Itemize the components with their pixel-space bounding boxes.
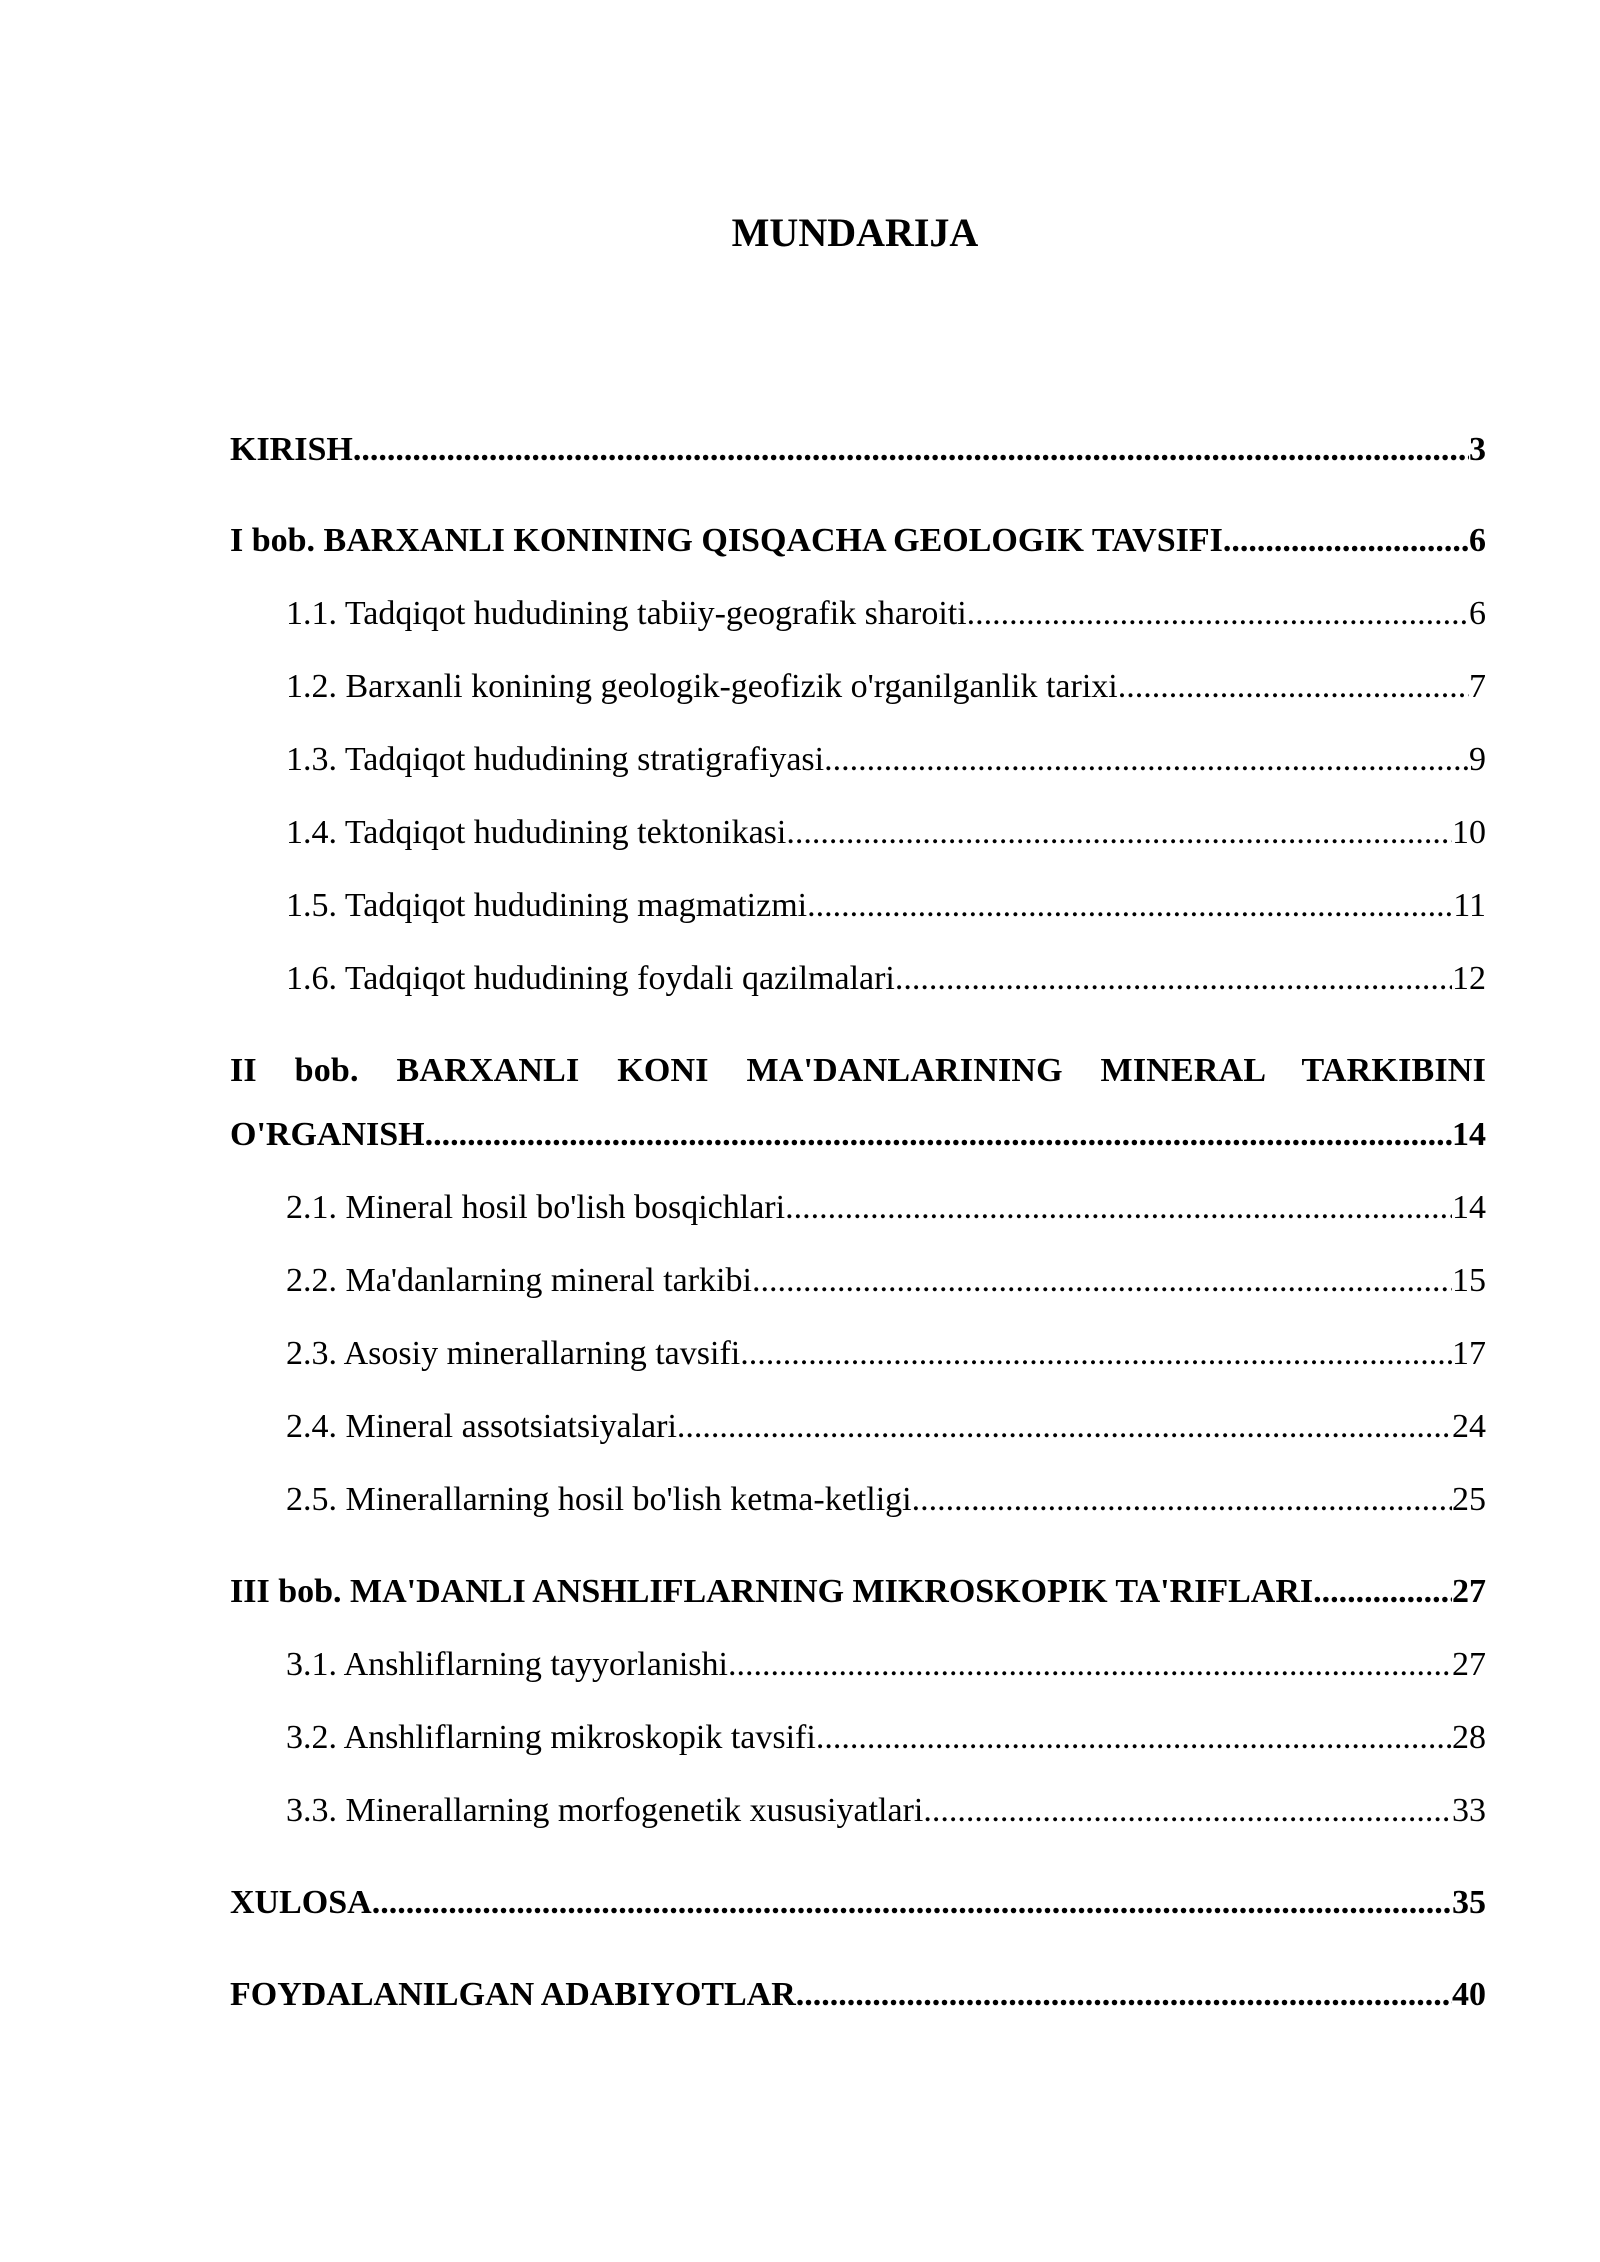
dot-leader	[353, 428, 1469, 472]
toc-label: FOYDALANILGAN ADABIYOTLAR	[230, 1976, 796, 2013]
toc-entry-chapter-3[interactable]	[230, 1570, 1486, 1614]
toc-label: 2.4. Mineral assotsiatsiyalari	[286, 1408, 677, 1445]
toc-entry-1-5[interactable]	[286, 884, 1486, 928]
toc-entry-3-3[interactable]	[286, 1789, 1486, 1833]
dot-leader	[728, 1643, 1452, 1687]
dot-leader	[923, 1789, 1452, 1833]
toc-entry-3-2[interactable]	[286, 1716, 1486, 1760]
dot-leader	[425, 1113, 1452, 1157]
page-title: MUNDARIJA	[731, 210, 979, 255]
dot-leader	[824, 738, 1469, 782]
dot-leader	[1313, 1570, 1452, 1614]
dot-leader	[752, 1259, 1452, 1303]
dot-leader	[677, 1405, 1452, 1449]
dot-leader	[372, 1881, 1452, 1925]
toc-page-number: 17	[1452, 1335, 1486, 1372]
toc-label: 2.3. Asosiy minerallarning tavsifi	[286, 1335, 741, 1372]
toc-entry-conclusion[interactable]	[230, 1881, 1486, 1925]
toc-entry-2-1[interactable]	[286, 1186, 1486, 1230]
toc-entry-chapter-2[interactable]	[230, 1113, 1486, 1157]
toc-entry-intro[interactable]	[230, 428, 1486, 472]
toc-label: KIRISH	[230, 431, 353, 468]
toc-label: 1.2. Barxanli konining geologik-geofizik o'rganilganlik tarixi	[286, 668, 1118, 705]
toc-page-number: 28	[1452, 1719, 1486, 1756]
toc-page-number: 15	[1452, 1262, 1486, 1299]
dot-leader	[912, 1478, 1452, 1522]
toc-label: 1.6. Tadqiqot hududining foydali qazilmalari	[286, 960, 895, 997]
toc-page-number: 25	[1452, 1481, 1486, 1518]
toc-page-number: 35	[1452, 1884, 1486, 1921]
toc-label: 1.1. Tadqiqot hududining tabiiy-geografik sharoiti	[286, 595, 967, 632]
toc-entry-2-3[interactable]	[286, 1332, 1486, 1376]
toc-entry-2-5[interactable]	[286, 1478, 1486, 1522]
toc-page-number: 3	[1469, 431, 1486, 468]
toc-entry-1-4[interactable]	[286, 811, 1486, 855]
toc-label: 1.4. Tadqiqot hududining tektonikasi	[286, 814, 787, 851]
dot-leader	[895, 957, 1452, 1001]
toc-label: 2.1. Mineral hosil bo'lish bosqichlari	[286, 1189, 786, 1226]
toc-label: 1.3. Tadqiqot hududining stratigrafiyasi	[286, 741, 825, 778]
dot-leader	[786, 811, 1452, 855]
dot-leader	[807, 884, 1453, 928]
toc-page-number: 6	[1469, 595, 1486, 632]
toc-label: 2.5. Minerallarning hosil bo'lish ketma-ketligi	[286, 1481, 912, 1518]
toc-page-number: 14	[1452, 1189, 1486, 1226]
toc-page-number: 33	[1452, 1792, 1486, 1829]
dot-leader	[740, 1332, 1452, 1376]
toc-entry-2-4[interactable]	[286, 1405, 1486, 1449]
toc-label: XULOSA	[230, 1884, 372, 1921]
toc-entry-1-6[interactable]	[286, 957, 1486, 1001]
toc-entry-1-2[interactable]	[286, 665, 1486, 709]
toc-page-number: 6	[1469, 522, 1486, 559]
toc-entry-chapter-1[interactable]	[230, 519, 1486, 563]
dot-leader	[967, 592, 1469, 636]
dot-leader	[785, 1186, 1452, 1230]
toc-page-number: 40	[1452, 1976, 1486, 2013]
toc-label: 1.5. Tadqiqot hududining magmatizmi	[286, 887, 808, 924]
toc-page-number: 10	[1452, 814, 1486, 851]
toc-page-number: 24	[1452, 1408, 1486, 1445]
toc-label: 3.2. Anshliflarning mikroskopik tavsifi	[286, 1719, 816, 1756]
toc-page-number: 11	[1453, 887, 1486, 924]
toc-entry-1-3[interactable]	[286, 738, 1486, 782]
dot-leader	[816, 1716, 1452, 1760]
toc-label: I bob. BARXANLI KONINING QISQACHA GEOLOGIK TAVSIFI	[230, 522, 1223, 559]
toc-label: III bob. MA'DANLI ANSHLIFLARNING MIKROSKOPIK TA'RIFLARI	[230, 1573, 1314, 1610]
toc-entry-chapter-2-line1[interactable]	[230, 1049, 1486, 1093]
toc-page-number: 14	[1452, 1116, 1486, 1153]
toc-label: 2.2. Ma'danlarning mineral tarkibi	[286, 1262, 752, 1299]
toc-page-number: 9	[1469, 741, 1486, 778]
toc-page-number: 7	[1469, 668, 1486, 705]
toc-entry-3-1[interactable]	[286, 1643, 1486, 1687]
dot-leader	[1118, 665, 1469, 709]
toc-entry-2-2[interactable]	[286, 1259, 1486, 1303]
dot-leader	[1223, 519, 1469, 563]
dot-leader	[796, 1973, 1452, 2017]
toc-label: 3.1. Anshliflarning tayyorlanishi	[286, 1646, 728, 1683]
toc-label: O'RGANISH	[230, 1116, 425, 1153]
toc-page-number: 27	[1452, 1573, 1486, 1610]
toc-entry-references[interactable]	[230, 1973, 1486, 2017]
toc-page-number: 27	[1452, 1646, 1486, 1683]
toc-label: 3.3. Minerallarning morfogenetik xususiyatlari	[286, 1792, 924, 1829]
toc-page-number: 12	[1452, 960, 1486, 997]
toc-label: II bob. BARXANLI KONI MA'DANLARINING MINERAL TARKIBINI	[230, 1052, 1486, 1089]
toc-entry-1-1[interactable]	[286, 592, 1486, 636]
